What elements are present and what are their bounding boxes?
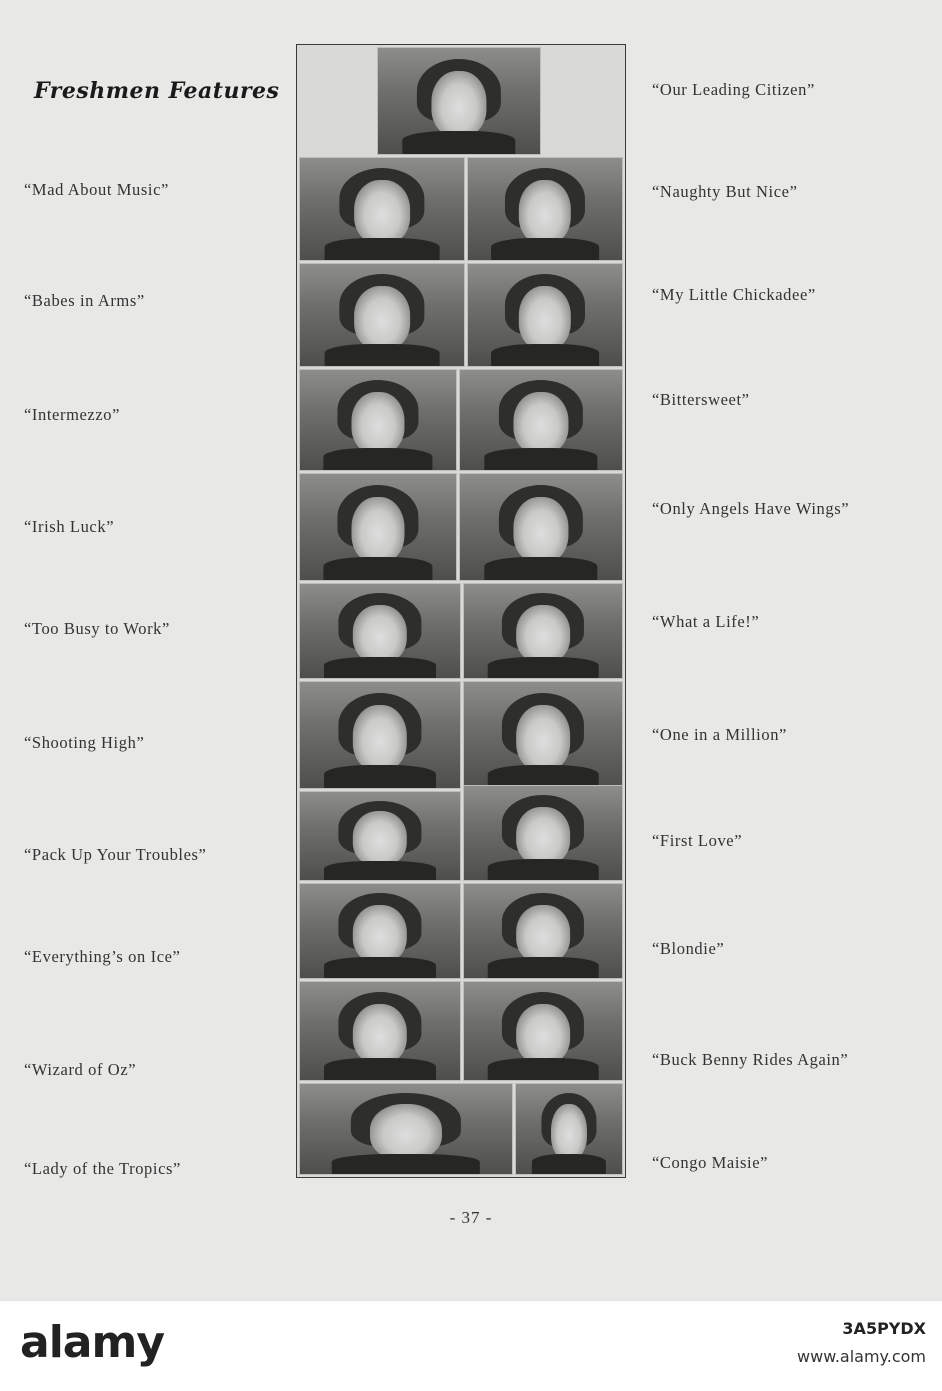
portrait-photo bbox=[299, 263, 465, 367]
portrait-photo bbox=[299, 369, 457, 471]
portrait-photo bbox=[463, 681, 623, 789]
portrait-photo bbox=[463, 883, 623, 979]
portrait-photo bbox=[467, 157, 623, 261]
image-id: 3A5PYDX bbox=[842, 1319, 926, 1338]
caption-lady-of-the-tropics: “Lady of the Tropics” bbox=[24, 1159, 181, 1178]
portrait-photo bbox=[467, 263, 623, 367]
caption-everythings-on-ice: “Everything’s on Ice” bbox=[24, 947, 181, 966]
caption-one-in-a-million: “One in a Million” bbox=[652, 725, 787, 744]
caption-mad-about-music: “Mad About Music” bbox=[24, 180, 169, 199]
portrait-photo bbox=[299, 791, 461, 881]
portrait-photo bbox=[299, 157, 465, 261]
caption-first-love: “First Love” bbox=[652, 831, 743, 850]
portrait-photo bbox=[515, 1083, 623, 1175]
photo-grid bbox=[296, 44, 626, 1178]
page-number: - 37 - bbox=[449, 1208, 493, 1227]
portrait-photo bbox=[459, 473, 623, 581]
portrait-photo bbox=[459, 369, 623, 471]
caption-our-leading-citizen: “Our Leading Citizen” bbox=[652, 80, 815, 99]
caption-what-a-life: “What a Life!” bbox=[652, 612, 760, 631]
portrait-photo bbox=[463, 785, 623, 881]
portrait-photo bbox=[299, 1083, 513, 1175]
caption-irish-luck: “Irish Luck” bbox=[24, 517, 115, 536]
portrait-photo bbox=[299, 473, 457, 581]
portrait-photo bbox=[463, 583, 623, 679]
stock-footer bbox=[0, 1300, 942, 1391]
caption-too-busy-to-work: “Too Busy to Work” bbox=[24, 619, 170, 638]
caption-wizard-of-oz: “Wizard of Oz” bbox=[24, 1060, 137, 1079]
caption-intermezzo: “Intermezzo” bbox=[24, 405, 121, 424]
portrait-photo bbox=[299, 981, 461, 1081]
caption-naughty-but-nice: “Naughty But Nice” bbox=[652, 182, 798, 201]
portrait-photo bbox=[299, 583, 461, 679]
caption-pack-up-your-troubles: “Pack Up Your Troubles” bbox=[24, 845, 207, 864]
portrait-photo bbox=[377, 47, 541, 155]
caption-my-little-chickadee: “My Little Chickadee” bbox=[652, 285, 816, 304]
portrait-photo bbox=[299, 681, 461, 789]
caption-buck-benny-rides-again: “Buck Benny Rides Again” bbox=[652, 1050, 849, 1069]
portrait-photo bbox=[463, 981, 623, 1081]
portrait-photo bbox=[299, 883, 461, 979]
caption-shooting-high: “Shooting High” bbox=[24, 733, 145, 752]
site-url: www.alamy.com bbox=[797, 1347, 926, 1366]
caption-blondie: “Blondie” bbox=[652, 939, 725, 958]
caption-only-angels-have-wings: “Only Angels Have Wings” bbox=[652, 499, 850, 518]
caption-bittersweet: “Bittersweet” bbox=[652, 390, 750, 409]
alamy-logo: alamy bbox=[20, 1317, 164, 1368]
caption-congo-maisie: “Congo Maisie” bbox=[652, 1153, 769, 1172]
page-heading: Freshmen Features bbox=[34, 78, 280, 104]
caption-babes-in-arms: “Babes in Arms” bbox=[24, 291, 145, 310]
